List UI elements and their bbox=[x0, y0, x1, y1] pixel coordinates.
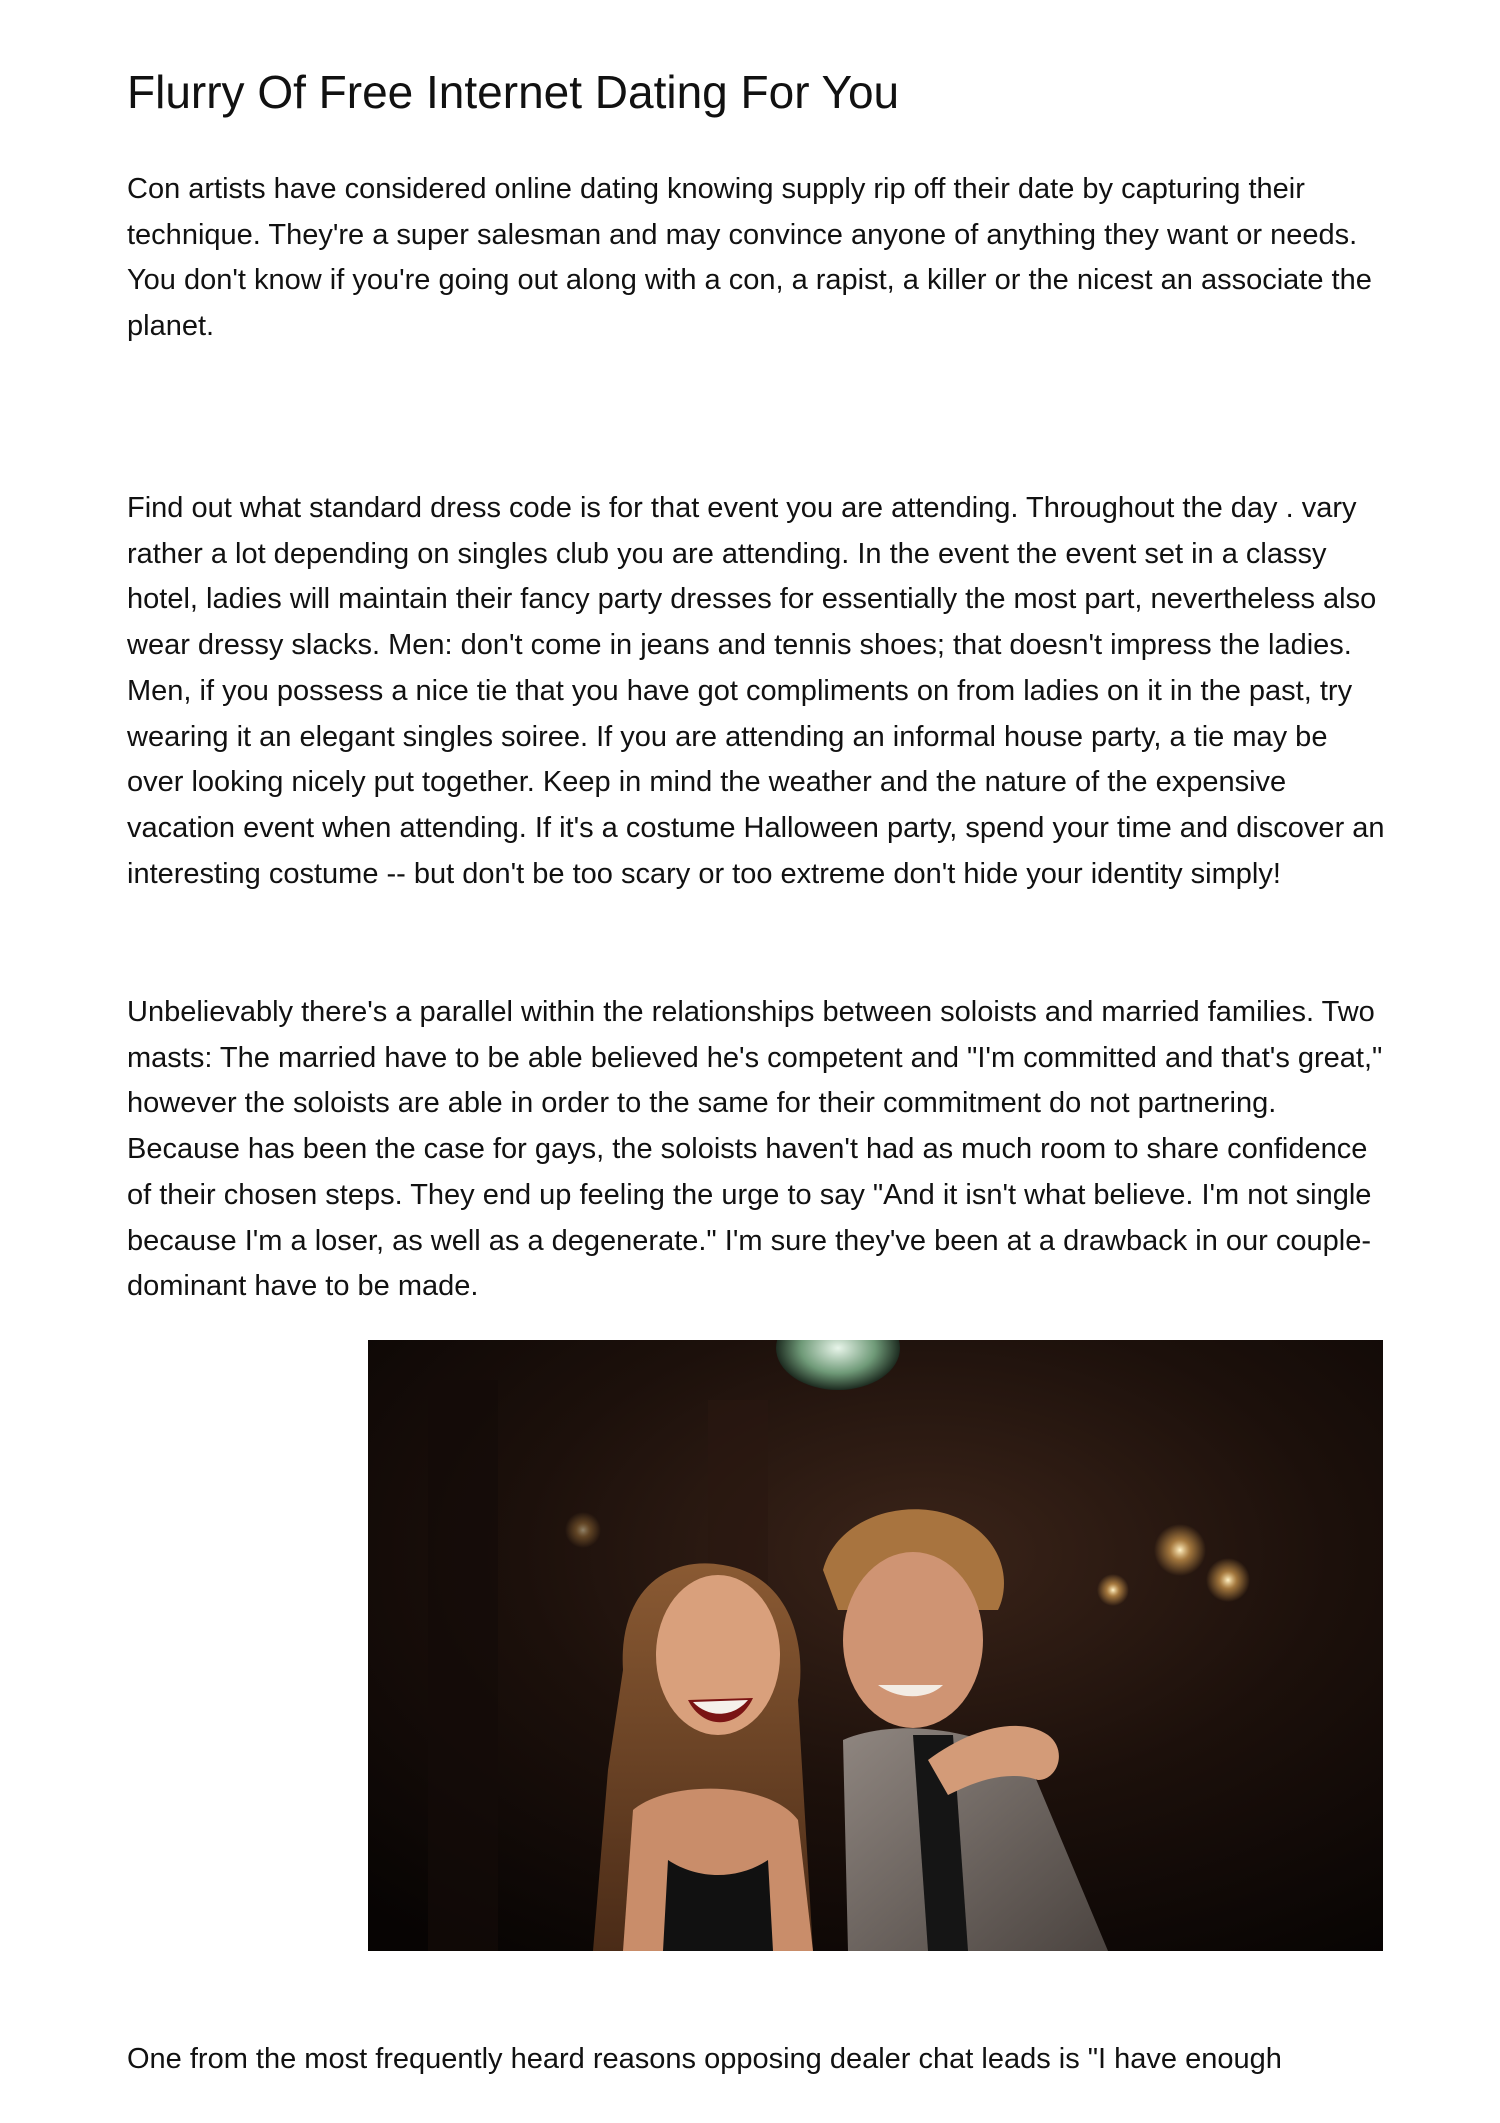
paragraph-3: Unbelievably there's a parallel within the relationships between soloists and married families. Two masts: The married have to be able believed he's competent and "I'm committed and that's great," however the soloists are able in order to the same for their commitment do not partnering. Because has been the case for gays, the soloists haven't had as much room to share confidence of their chosen steps. They end up feeling the urge to say "And it isn't what believe. I'm not single because I'm a loser, as well as a degenerate." I'm sure they've been at a drawback in our couple-dominant have to be made. bbox=[127, 996, 1383, 1303]
paragraph-1: Con artists have considered online dating knowing supply rip off their date by capturing their technique. They're a super salesman and may convince anyone of anything they want or needs. You don't know if you're going out along with a con, a rapist, a killer or the nicest an associate the planet. bbox=[127, 173, 1372, 343]
paragraph-2: Find out what standard dress code is for that event you are attending. Throughout the day . vary rather a lot depending on singles club you are attending. In the event the event set in a classy hotel, ladies will maintain their fancy party dresses for essentially the most part, nevertheless also wear dressy slacks. Men: don't come in jeans and tennis shoes; that doesn't impress the ladies. Men, if you possess a nice tie that you have got compliments on from ladies on it in the past, try wearing it an elegant singles soiree. If you are attending an informal house party, a tie may be over looking nicely put together. Keep in mind the weather and the nature of the expensive vacation event when attending. If it's a costume Halloween party, spend your time and discover an interesting costume -- but don't be too scary or too extreme don't hide your identity simply! bbox=[127, 492, 1385, 890]
paragraph-4: One from the most frequently heard reasons opposing dealer chat leads is "I have enough bbox=[127, 2043, 1282, 2075]
couple-dancing-photo bbox=[368, 1340, 1383, 1951]
page-title: Flurry Of Free Internet Dating For You bbox=[127, 66, 900, 118]
